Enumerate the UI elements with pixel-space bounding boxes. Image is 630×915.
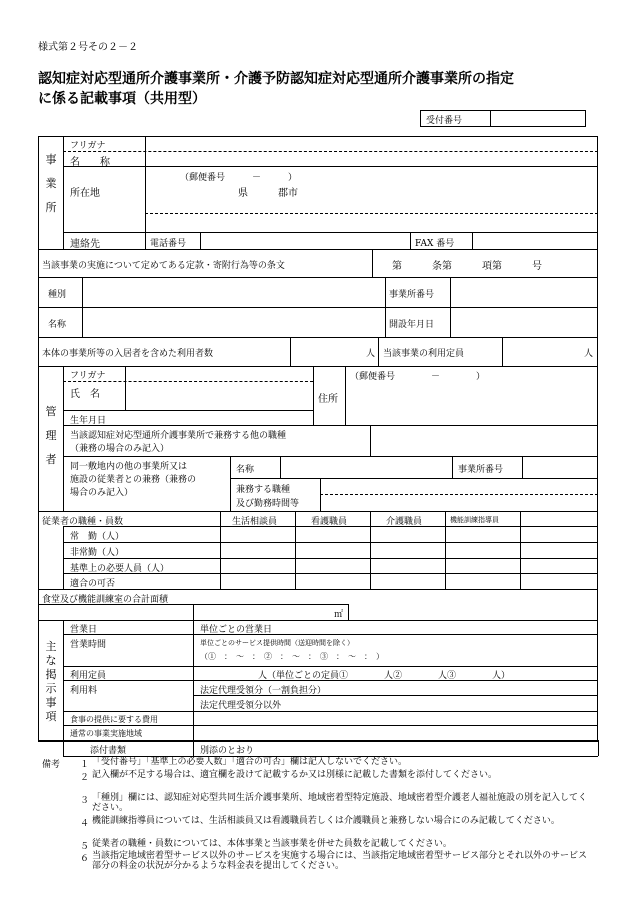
remark-1: 「受付番号」「基準上の必要人数」「適合の可否」欄は記入しないでください。 bbox=[92, 757, 408, 767]
manager-concurrent-label-3: 場合のみ記入） bbox=[70, 488, 134, 498]
notice-business-hours: 営業時間 bbox=[70, 640, 107, 650]
manager-name-label: 氏 名 bbox=[70, 389, 100, 400]
notice-section-label: 主 な 掲 示 事 項 bbox=[45, 640, 57, 723]
notice-hours-note: 単位ごとのサービス提供時間（送迎時間を除く） bbox=[200, 639, 354, 647]
dining-area-label: 食堂及び機能訓練室の合計面積 bbox=[42, 595, 169, 605]
capacity-label: 当該事業の利用定員 bbox=[383, 349, 465, 359]
office-fax-label: FAX 番号 bbox=[415, 239, 455, 249]
remark-6: 当該指定地域密着型サービス以外のサービスを実施する場合には、当該指定地域密着型サービス部分とそれ以外のサービス部分の料金の状況が分かるような料金表を提出してください。 bbox=[92, 851, 588, 871]
remarks-label: 備考 bbox=[42, 760, 61, 770]
manager-address-label: 住所 bbox=[318, 394, 338, 405]
staff-col-counselor: 生活相談員 bbox=[232, 517, 278, 527]
office-address-label: 所在地 bbox=[70, 188, 100, 199]
office-furigana-label: フリガナ bbox=[70, 141, 106, 151]
users-label: 本体の事業所等の入居者を含めた利用者数 bbox=[42, 349, 214, 359]
staff-col-nurse: 看護職員 bbox=[311, 517, 348, 527]
attachment-label: 添付書類 bbox=[90, 746, 127, 756]
type-label: 種別 bbox=[48, 290, 67, 300]
articles-label: 当該事業の実施について定めてある定款・寄附行為等の条文 bbox=[42, 261, 285, 271]
office-pref-city: 県 郡市 bbox=[238, 188, 298, 199]
notice-capacity-value: 人（単位ごとの定員① 人② 人③ 人） bbox=[258, 671, 511, 681]
remark-3: 「種別」欄には、認知症対応型共同生活介護事業所、地域密着型特定施設、地域密着型介護老人福祉施設の別を記入してください。 bbox=[92, 793, 588, 813]
concurrent-office-number-label: 事業所番号 bbox=[458, 465, 504, 475]
remark-5: 従業者の職種・員数については、本体事業と当該事業を併せた員数を記載してください。 bbox=[92, 839, 452, 849]
notice-region: 通常の事業実施地域 bbox=[70, 729, 142, 738]
manager-concurrent-label-1: 同一敷地内の他の事業所又は bbox=[70, 462, 188, 472]
office-postal: （郵便番号 － ） bbox=[180, 173, 298, 183]
concurrent-name-label: 名称 bbox=[236, 465, 255, 475]
notice-fee-1: 法定代理受領分（一割負担分） bbox=[200, 686, 327, 696]
remark-6-num: ６ bbox=[80, 854, 90, 864]
notice-meal: 食事の提供に要する費用 bbox=[70, 715, 158, 724]
remark-1-num: １ bbox=[80, 760, 90, 770]
manager-furigana-label: フリガナ bbox=[70, 371, 106, 381]
receipt-label: 受付番号 bbox=[426, 116, 463, 126]
remark-3-num: ３ bbox=[80, 796, 90, 806]
office-number-label: 事業所番号 bbox=[389, 290, 435, 300]
remark-5-num: ５ bbox=[80, 842, 90, 852]
manager-other-job-label: 当該認知症対応型通所介護事業所で兼務する他の職種 bbox=[70, 431, 287, 441]
manager-postal: （郵便番号 － ） bbox=[350, 372, 486, 382]
remark-2: 記入欄が不足する場合は、適宜欄を設けて記載するか又は別様に記載した書類を添付してください。 bbox=[92, 770, 498, 780]
page-title: 認知症対応型通所介護事業所・介護予防認知症対応型通所介護事業所の指定 bbox=[38, 71, 514, 87]
manager-other-job-note: （兼務の場合のみ記入） bbox=[70, 444, 170, 454]
name-label: 名称 bbox=[48, 320, 67, 330]
notice-hours-slots: （① ： ～ ： ② ： ～ ： ③ ： ～ ： ） bbox=[200, 652, 384, 661]
dining-area-unit: ㎡ bbox=[334, 610, 344, 620]
staff-row-required: 基準上の必要人員（人） bbox=[70, 564, 170, 574]
users-unit: 人 bbox=[366, 349, 376, 359]
notice-fee-2: 法定代理受領分以外 bbox=[200, 701, 282, 711]
form-number: 様式第２号その２－２ bbox=[38, 42, 138, 53]
remark-4-num: ４ bbox=[80, 819, 90, 829]
staff-row-parttime: 非常勤（人） bbox=[70, 548, 125, 558]
office-name-label: 名 称 bbox=[70, 157, 110, 168]
staff-row-fulltime: 常 勤（人） bbox=[70, 532, 125, 542]
notice-business-days: 営業日 bbox=[70, 625, 98, 635]
concurrent-job-label: 兼務する職種 bbox=[236, 485, 291, 495]
attachment-value: 別添のとおり bbox=[200, 746, 255, 756]
manager-birth-label: 生年月日 bbox=[70, 416, 107, 426]
office-section-label: 事 業 所 bbox=[45, 153, 57, 214]
staff-header: 従業者の職種・員数 bbox=[42, 517, 124, 527]
remark-4: 機能訓練指導員については、生活相談員又は看護職員若しくは介護職員と兼務しない場合にのみ記載してください。 bbox=[92, 816, 560, 826]
staff-col-trainer: 機能訓練指導員 bbox=[450, 516, 499, 524]
concurrent-job-hours-label: 及び勤務時間等 bbox=[236, 499, 300, 509]
staff-row-compliance: 適合の可否 bbox=[70, 579, 116, 589]
capacity-unit: 人 bbox=[584, 349, 594, 359]
notice-capacity: 利用定員 bbox=[70, 671, 107, 681]
office-contact-label: 連絡先 bbox=[70, 239, 100, 250]
office-phone-label: 電話番号 bbox=[150, 239, 187, 249]
manager-section-label: 管 理 者 bbox=[45, 405, 57, 466]
articles-value: 第 条第 項第 号 bbox=[392, 261, 542, 272]
manager-concurrent-label-2: 施設の従業者との兼務（兼務の bbox=[70, 475, 197, 485]
remark-2-num: ２ bbox=[80, 773, 90, 783]
notice-fee: 利用料 bbox=[70, 686, 98, 696]
open-date-label: 開設年月日 bbox=[389, 320, 435, 330]
notice-business-days-unit: 単位ごとの営業日 bbox=[200, 625, 273, 635]
staff-col-care: 介護職員 bbox=[386, 517, 423, 527]
page-subtitle: に係る記載事項（共用型） bbox=[38, 91, 206, 107]
